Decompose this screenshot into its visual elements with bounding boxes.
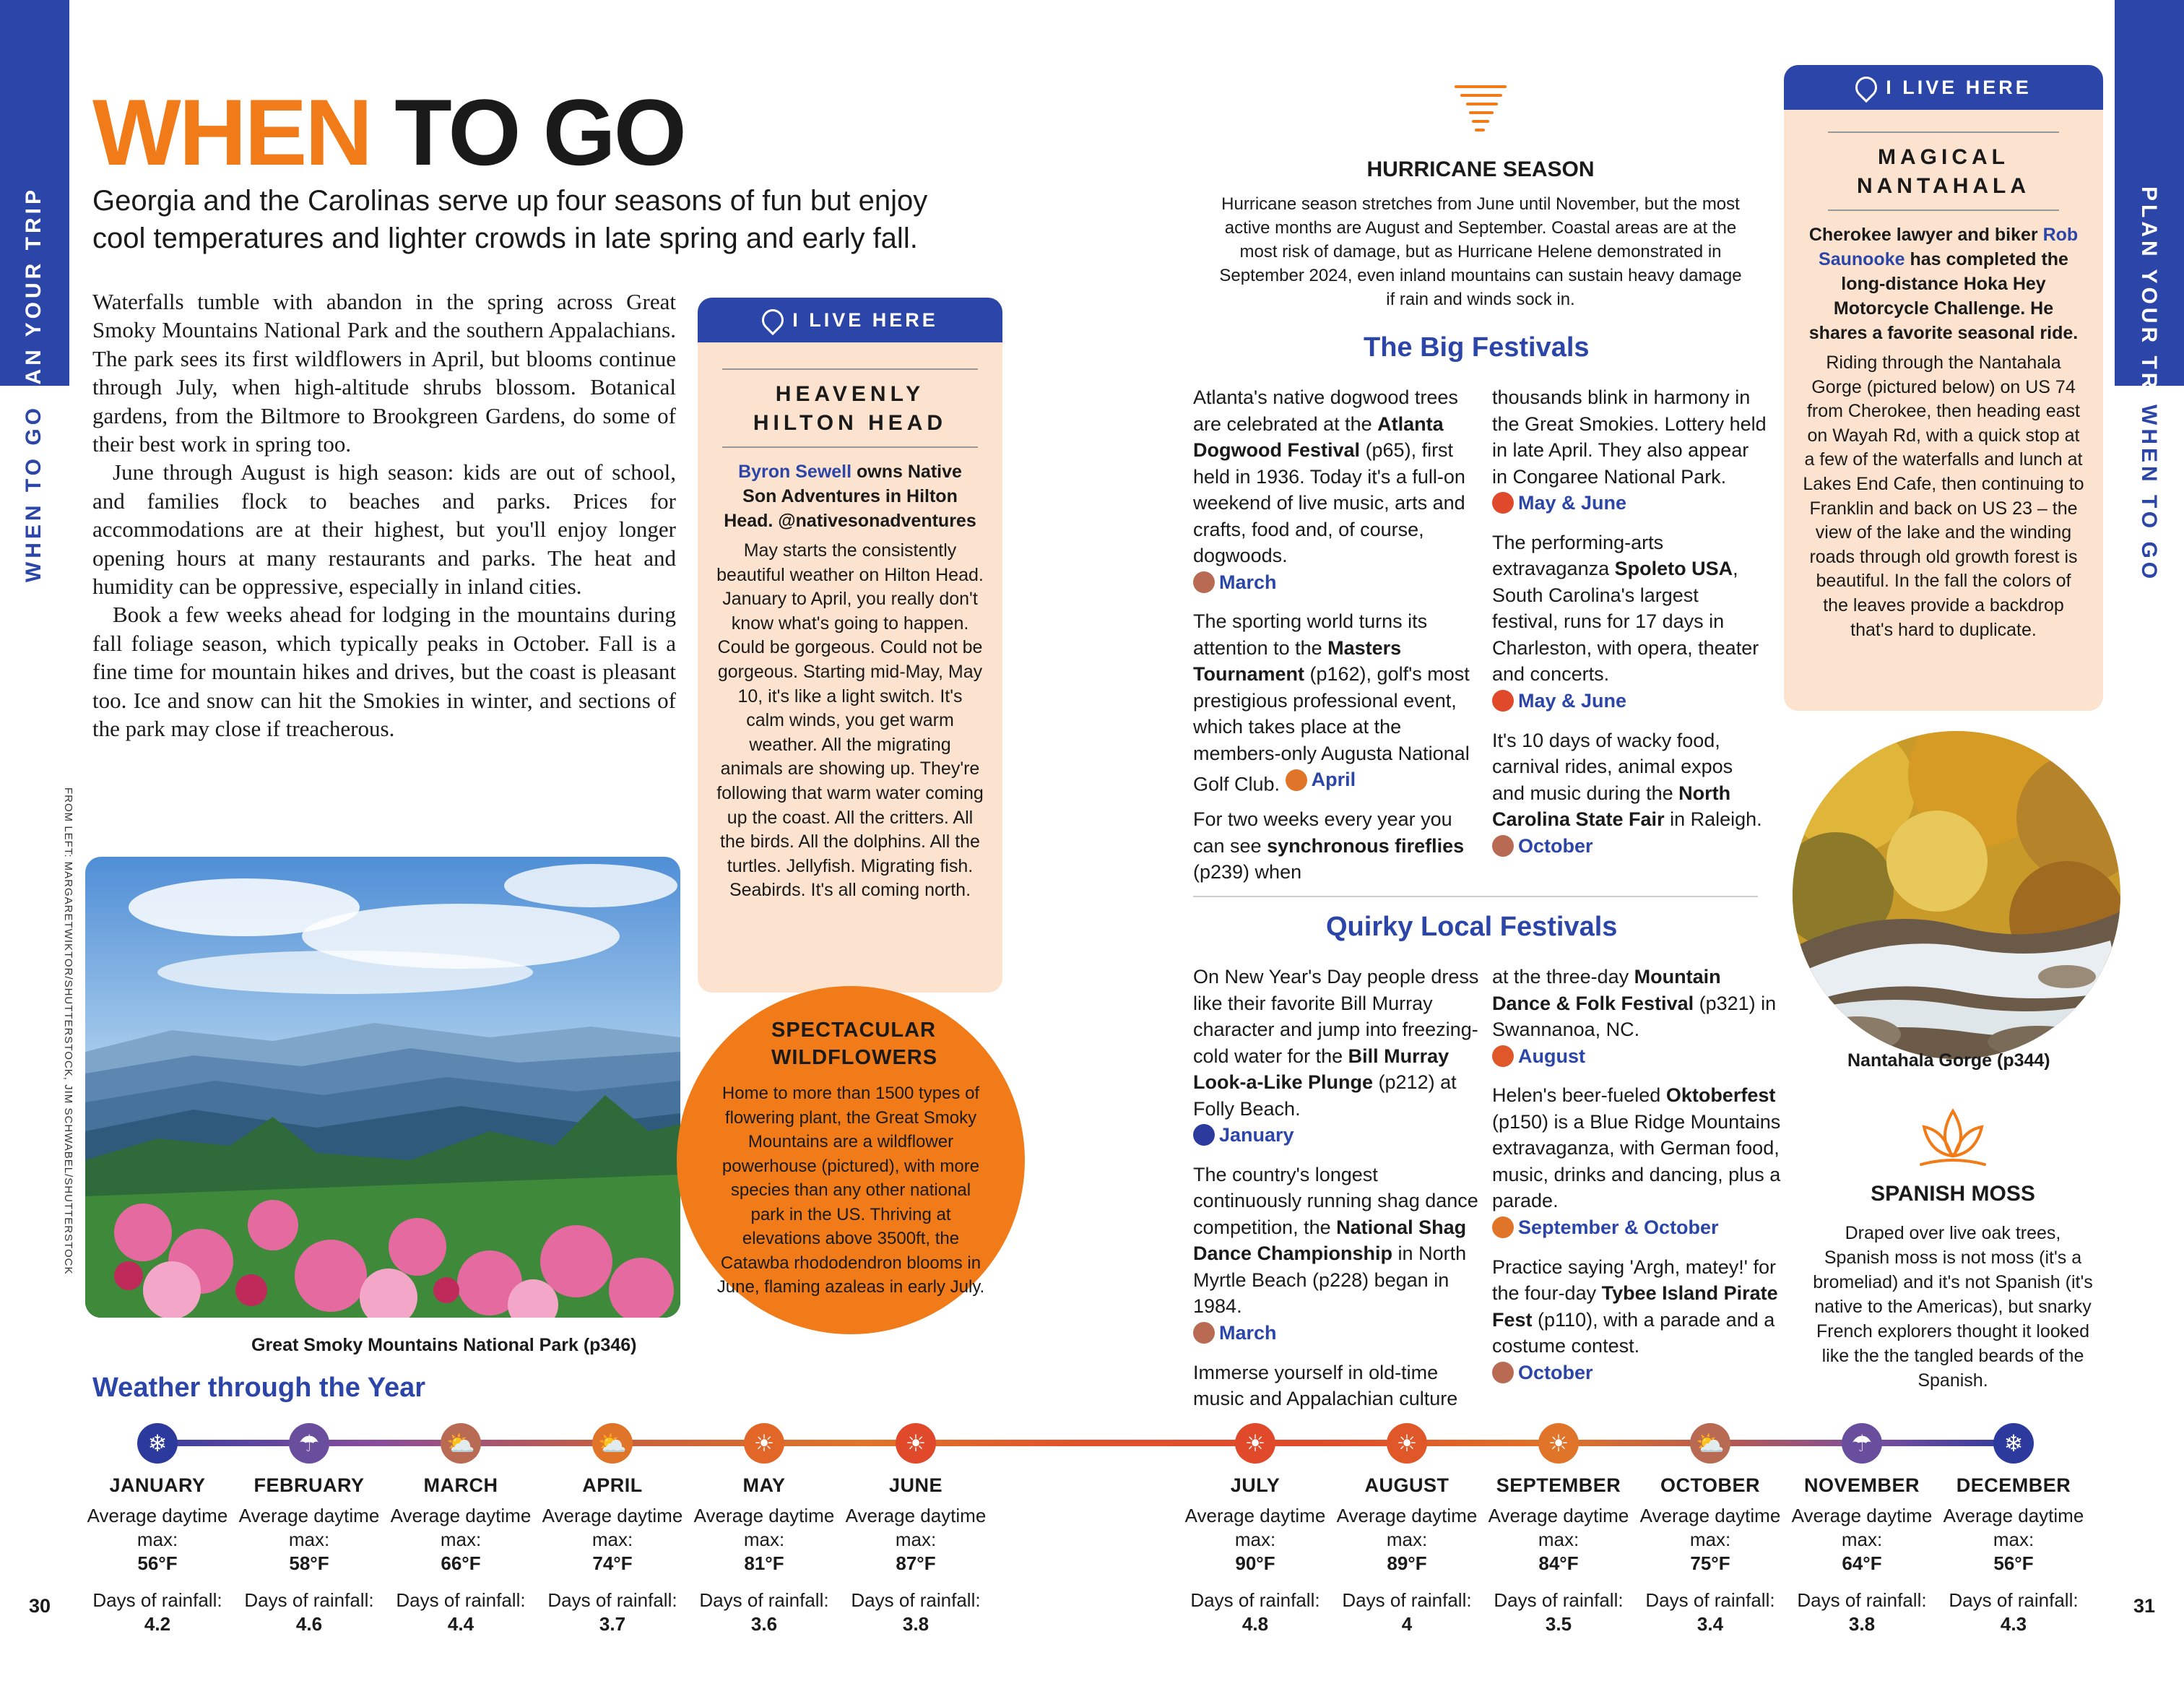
i-live-here-header: I LIVE HERE — [1784, 65, 2103, 110]
avg-temp-value: 56°F — [137, 1552, 178, 1574]
weather-month — [85, 1474, 230, 1636]
avg-temp-label: Average daytime max: — [390, 1505, 532, 1550]
i-live-here-hilton-head — [698, 298, 1002, 993]
rainfall-label: Days of rainfall: — [1342, 1589, 1472, 1611]
sun-icon: ☀ — [1235, 1423, 1275, 1464]
festival-entry: Atlanta's native dogwood trees are celebrated at the Atlanta Dogwood Festival (p65), first held in 1936. Today it's a full-on weekend of live music, arts and crafts, food and, of course, dogwoods. March — [1193, 386, 1465, 593]
body-paragraph: Waterfalls tumble with abandon in the spring across Great Smoky Mountains National Park and the southern Appalachians. The park sees its first wildflowers in April, but blooms continue through July, when high-altitude shrubs blossom. Botanical gardens, from the Biltmore to Brookgreen Gardens, do some of their best work in spring too. — [92, 289, 676, 457]
weather-timeline — [157, 1440, 2021, 1446]
box-text: Riding through the Nantahala Gorge (pictured below) on US 74 from Cherokee, then heading east on Wayah Rd, with a quick stop at a few of the waterfalls and lunch at Lakes End Cafe, then continuing to Franklin and back on US 23 – the view of the lake and the winding roads through old growth forest is beautiful. In the fall the colors of the leaves provide a backdrop that's hard to duplicate. — [1803, 353, 2084, 640]
festival-entry: The country's longest continuously running shag dance competition, the National Shag Dance Championship in North Myrtle Beach (p228) began in 1984. March — [1193, 1163, 1478, 1344]
sun-cloud-icon — [1286, 769, 1307, 791]
month-name: MAY — [742, 1474, 786, 1496]
page-number-left: 30 — [29, 1595, 51, 1617]
page-number-right: 31 — [2133, 1595, 2156, 1617]
wildflowers-circle — [677, 986, 1025, 1334]
spanish-moss-title: SPANISH MOSS — [1871, 1182, 2035, 1206]
right-tab-label: PLAN YOUR TRIP — [2137, 186, 2161, 420]
rainfall-value: 4 — [1401, 1613, 1413, 1635]
festival-entry: For two weeks every year you can see synchronous fireflies (p239) when — [1193, 808, 1465, 883]
sun-cloud-icon — [1193, 571, 1215, 593]
body-paragraph: Book a few weeks ahead for lodging in the mountains during fall foliage season, which typically peaks in October. Fall is a fine time for mountain hikes and drives, but the coast is pleasant too. Ice and snow can hit the Smokies in winter, and sections of the park may close if treacherous. — [92, 602, 676, 742]
snowflake-icon: ❄ — [137, 1423, 178, 1464]
weather-month — [237, 1474, 381, 1636]
festival-entry: at the three-day Mountain Dance & Folk Festival (p321) in Swannanoa, NC. August — [1492, 966, 1777, 1067]
month-name: FEBRUARY — [254, 1474, 365, 1496]
nantahala-gorge-photo — [1793, 731, 2120, 1059]
rainfall-value: 3.7 — [599, 1613, 626, 1635]
sun-cloud-icon: ⛅ — [441, 1423, 481, 1464]
sun-icon — [1492, 492, 1514, 514]
avg-temp-label: Average daytime max: — [1184, 1505, 1326, 1550]
rainfall-label: Days of rainfall: — [1949, 1589, 2079, 1611]
quirky-col-1 — [1193, 964, 1482, 1421]
month-name: OCTOBER — [1660, 1474, 1760, 1496]
rainfall-value: 4.2 — [144, 1613, 171, 1635]
i-live-here-header: I LIVE HERE — [698, 298, 1002, 342]
avg-temp-value: 87°F — [896, 1552, 936, 1574]
rainfall-label: Days of rainfall: — [1494, 1589, 1624, 1611]
snowflake-icon: ❄ — [1993, 1423, 2034, 1464]
box-title: MAGICAL NANTAHALA — [1828, 131, 2059, 211]
avg-temp-value: 81°F — [744, 1552, 784, 1574]
rain-cloud-icon: ☂ — [1842, 1423, 1882, 1464]
photo-caption: Great Smoky Mountains National Park (p346) — [251, 1335, 637, 1355]
avg-temp-label: Average daytime max: — [1488, 1505, 1629, 1550]
rainfall-value: 3.8 — [902, 1613, 930, 1635]
sun-icon — [1492, 690, 1514, 712]
sun-cloud-icon: ⛅ — [1690, 1423, 1730, 1464]
avg-temp-value: 64°F — [1842, 1552, 1882, 1574]
weather-month — [540, 1474, 685, 1636]
intro-text: Georgia and the Carolinas serve up four seasons of fun but enjoy cool temperatures and lighter crowds in late spring and early fall. — [92, 185, 928, 254]
sun-cloud-icon — [1193, 1322, 1215, 1344]
box-title: HEAVENLY HILTON HEAD — [722, 368, 978, 448]
rainfall-value: 3.4 — [1696, 1613, 1724, 1635]
rainfall-label: Days of rainfall: — [851, 1589, 981, 1611]
rainfall-label: Days of rainfall: — [699, 1589, 829, 1611]
rainfall-value: 4.3 — [2000, 1613, 2027, 1635]
festival-entry: On New Year's Day people dress like their favorite Bill Murray character and jump into freezing-cold water for the Bill Murray Look-a-Like Plunge (p212) at Folly Beach. January — [1193, 966, 1479, 1146]
avg-temp-label: Average daytime max: — [1943, 1505, 2084, 1550]
wildflowers-text: Home to more than 1500 types of flowering plant, the Great Smoky Mountains are a wildflower powerhouse (pictured), with more species than any other national park in the US. Thriving at elevations above 3500ft, the Catawba rhododendron blooms in June, flaming azaleas in early July. — [716, 1084, 985, 1297]
sun-icon: ☀ — [1538, 1423, 1579, 1464]
smoky-mountains-photo — [85, 857, 680, 1318]
month-name: SEPTEMBER — [1496, 1474, 1621, 1496]
festival-entry: thousands blink in harmony in the Great Smokies. Lottery held in late April. They also appear in Congaree National Park. May & June — [1492, 386, 1767, 514]
left-section-label: WHEN TO GO — [22, 405, 46, 583]
sun-cloud-icon — [1492, 835, 1514, 857]
rainfall-label: Days of rainfall: — [1645, 1589, 1775, 1611]
month-name: JULY — [1230, 1474, 1280, 1496]
avg-temp-value: 89°F — [1387, 1552, 1427, 1574]
sun-icon: ☀ — [896, 1423, 936, 1464]
box-text: May starts the consistently beautiful weather on Hilton Head. January to April, you really don't know what's going to happen. Could be gorgeous. Could not be gorgeous. Starting mid-May, May 10, it's like a light switch. It's calm winds, you get warm weather. All the migrating animals are showing up. They're following that warm water coming up the coast. All the critters. All the birds. All the dolphins. All the turtles. Jellyfish. Migrating fish. Seabirds. It's all coming north. — [716, 540, 984, 901]
snowflake-icon — [1193, 1124, 1215, 1146]
weather-month — [389, 1474, 533, 1636]
festival-entry: It's 10 days of wacky food, carnival rides, animal expos and music during the North Carolina State Fair in Raleigh. October — [1492, 729, 1762, 857]
avg-temp-label: Average daytime max: — [238, 1505, 380, 1550]
weather-title: Weather through the Year — [92, 1373, 426, 1403]
rainfall-value: 3.6 — [750, 1613, 778, 1635]
sun-icon — [1492, 1217, 1514, 1238]
location-pin-icon — [758, 305, 788, 335]
festival-entry: The sporting world turns its attention to the Masters Tournament (p162), golf's most prestigious professional event, which takes place at the members-only Augusta National Golf Club. April — [1193, 610, 1470, 795]
sun-icon — [1492, 1045, 1514, 1067]
weather-month — [692, 1474, 836, 1636]
weather-month — [1638, 1474, 1782, 1636]
rainfall-value: 4.4 — [447, 1613, 474, 1635]
spanish-moss-text: Draped over live oak trees, Spanish moss is not moss (it's a bromeliad) and it's not Spanish (it's native to the Americas), but snarky French explorers thought it looked like the the tangled beards of the Spanish. — [1813, 1223, 2093, 1391]
month-name: JUNE — [888, 1474, 943, 1496]
sun-cloud-icon: ⛅ — [592, 1423, 633, 1464]
avg-temp-label: Average daytime max: — [1791, 1505, 1933, 1550]
avg-temp-value: 56°F — [1993, 1552, 2034, 1574]
rainfall-value: 4.6 — [295, 1613, 323, 1635]
avg-temp-label: Average daytime max: — [845, 1505, 987, 1550]
rainfall-label: Days of rainfall: — [92, 1589, 222, 1611]
quirky-festivals-title: Quirky Local Festivals — [1326, 912, 1618, 942]
festival-entry: Practice saying 'Argh, matey!' for the four-day Tybee Island Pirate Fest (p110), with a parade and a costume contest. October — [1492, 1256, 1778, 1383]
rainfall-label: Days of rainfall: — [1190, 1589, 1320, 1611]
hurricane-title: HURRICANE SEASON — [1366, 157, 1595, 181]
rain-cloud-icon: ☂ — [289, 1423, 329, 1464]
rainfall-label: Days of rainfall: — [1797, 1589, 1927, 1611]
avg-temp-value: 75°F — [1690, 1552, 1730, 1574]
i-live-here-nantahala — [1784, 65, 2103, 711]
avg-temp-label: Average daytime max: — [1639, 1505, 1781, 1550]
avg-temp-label: Average daytime max: — [542, 1505, 683, 1550]
avg-temp-value: 74°F — [592, 1552, 633, 1574]
rainfall-value: 3.5 — [1545, 1613, 1572, 1635]
photo-caption: Nantahala Gorge (p344) — [1847, 1050, 2050, 1071]
location-pin-icon — [1851, 72, 1881, 103]
left-tab-label: PLAN YOUR TRIP — [22, 186, 46, 420]
hurricane-icon — [1452, 81, 1509, 139]
avg-temp-value: 90°F — [1235, 1552, 1275, 1574]
right-section-label: WHEN TO GO — [2137, 405, 2161, 583]
wildflowers-title: SPECTACULAR WILDFLOWERS — [771, 1019, 938, 1069]
box-intro: Byron Sewell owns Native Son Adventures in Hilton Head. @nativesonadventures — [724, 462, 976, 531]
weather-month — [1790, 1474, 1934, 1636]
quirky-col-2 — [1492, 964, 1781, 1399]
section-divider — [1193, 896, 1758, 897]
moss-icon — [1915, 1105, 1990, 1170]
avg-temp-label: Average daytime max: — [1336, 1505, 1478, 1550]
avg-temp-value: 58°F — [289, 1552, 329, 1574]
rainfall-value: 4.8 — [1242, 1613, 1269, 1635]
photo-credit: FROM LEFT: MARGARETWIKTOR/SHUTTERSTOCK, JIM SCHWABEL/SHUTTERSTOCK — [62, 787, 74, 1275]
weather-month — [1941, 1474, 2086, 1636]
weather-month — [844, 1474, 988, 1636]
body-paragraph: June through August is high season: kids are out of school, and families flock to beaches and parks. Prices for accommodations are at their highest, but you'll enjoy longer opening hours at many restaurants and parks. The heat and humidity can be oppressive, especially in inland cities. — [92, 459, 676, 600]
big-festivals-col-2 — [1492, 384, 1767, 872]
sun-cloud-icon — [1492, 1362, 1514, 1383]
rainfall-label: Days of rainfall: — [547, 1589, 677, 1611]
month-name: MARCH — [423, 1474, 498, 1496]
body-text — [92, 288, 676, 743]
rainfall-label: Days of rainfall: — [396, 1589, 526, 1611]
month-name: APRIL — [582, 1474, 643, 1496]
weather-month — [1183, 1474, 1327, 1636]
rainfall-value: 3.8 — [1848, 1613, 1876, 1635]
sun-icon: ☀ — [744, 1423, 784, 1464]
month-name: JANUARY — [109, 1474, 206, 1496]
month-name: DECEMBER — [1956, 1474, 2071, 1496]
avg-temp-label: Average daytime max: — [87, 1505, 228, 1550]
festival-entry: Immerse yourself in old-time music and Appalachian culture — [1193, 1361, 1458, 1409]
month-name: AUGUST — [1364, 1474, 1450, 1496]
box-intro: Cherokee lawyer and biker Rob Saunooke has completed the long-distance Hoka Hey Motorcycle Challenge. He shares a favorite seasonal ride. — [1808, 225, 2079, 343]
hurricane-text: Hurricane season stretches from June until November, but the most active months are August and September. Coastal areas are at the most risk of damage, but as Hurricane Helene demonstrated in September 2024, even inland mountains can sustain heavy damage if rain and winds sock in. — [1219, 194, 1742, 309]
avg-temp-value: 84°F — [1538, 1552, 1579, 1574]
sun-icon: ☀ — [1387, 1423, 1427, 1464]
festival-entry: Helen's beer-fueled Oktoberfest (p150) is a Blue Ridge Mountains extravaganza, with German food, music, drinks and dancing, plus a parade. September & October — [1492, 1084, 1781, 1238]
avg-temp-value: 66°F — [441, 1552, 481, 1574]
festival-entry: The performing-arts extravaganza Spoleto USA, South Carolina's largest festival, runs for 17 days in Charleston, with opera, theater and concerts. May & June — [1492, 531, 1759, 712]
weather-month — [1486, 1474, 1631, 1636]
weather-month — [1335, 1474, 1479, 1636]
rainfall-label: Days of rainfall: — [244, 1589, 374, 1611]
big-festivals-title: The Big Festivals — [1364, 332, 1590, 363]
avg-temp-label: Average daytime max: — [693, 1505, 835, 1550]
big-festivals-col-1 — [1193, 384, 1482, 894]
month-name: NOVEMBER — [1803, 1474, 1920, 1496]
page-title: WHEN TO GO — [92, 79, 685, 185]
